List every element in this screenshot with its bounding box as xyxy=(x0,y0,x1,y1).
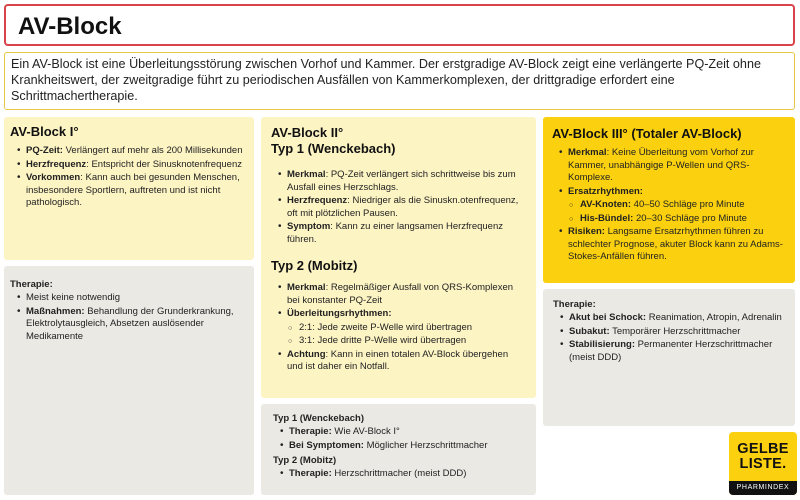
title-box xyxy=(4,4,795,46)
list-item: • Therapie: Wie AV-Block I° xyxy=(273,426,524,439)
list-item: • Achtung: Kann in einen totalen AV-Block übergehen und ist daher ein Notfall. xyxy=(271,349,526,374)
intro-text: Ein AV-Block ist eine Überleitungsstörung zwischen Vorhof und Kammer. Der erstgradige AV-Block zeigt eine verlängerte PQ-Zeit ohne Krankheitswert, der zweitgradige führt zu periodischen Ausfällen von Kammerkomplexen, der drittgradige erfordert eine Schrittmachertherapie. xyxy=(11,57,761,103)
type-1-heading: Typ 1 (Wenckebach) xyxy=(271,141,396,156)
av-block-1-heading: AV-Block I° xyxy=(10,124,79,139)
page-title: AV-Block xyxy=(18,13,122,40)
list-item: • Maßnahmen: Behandlung der Grunderkrankung, Elektrolytausgleich, Absetzen auslösender Medikamente xyxy=(10,306,248,344)
logo-line-2: LISTE. xyxy=(739,456,787,472)
logo-line-3: PHARMINDEX xyxy=(729,481,797,495)
list-item: • Merkmal: Keine Überleitung vom Vorhof zur Kammer, unabhängige P-Wellen und QRS-Komplexe. xyxy=(552,147,786,185)
av-block-1-card xyxy=(4,117,254,260)
list-item: • Therapie: Herzschrittmacher (meist DDD) xyxy=(273,468,524,481)
therapy-type-1-list xyxy=(273,426,524,452)
type-2-heading: Typ 2 (Mobitz) xyxy=(271,258,358,273)
av-block-3-heading: AV-Block III° (Totaler AV-Block) xyxy=(552,126,742,141)
av-block-3-list xyxy=(552,147,786,264)
list-item: • Akut bei Schock: Reanimation, Atropin, Adrenalin xyxy=(553,312,785,325)
list-item: • PQ-Zeit: Verlängert auf mehr als 200 Millisekunden xyxy=(10,145,248,158)
list-item: • Risiken: Langsame Ersatzrhythmen führen zu schlechter Prognose, akuter Block kann zu Adams-Stokes-Anfällen führen. xyxy=(552,226,786,264)
av-block-3-therapy-list xyxy=(553,312,785,364)
list-item: • Merkmal: Regelmäßiger Ausfall von QRS-Komplexen bei konstanter PQ-Zeit xyxy=(271,282,526,307)
list-item: • Symptom: Kann zu einer langsamen Herzfrequenz führen. xyxy=(271,221,526,246)
therapy-type-2-list xyxy=(273,468,524,481)
list-item: • Stabilisierung: Permanenter Herzschrittmacher (meist DDD) xyxy=(553,339,785,364)
av-block-1-therapy-card xyxy=(4,266,254,495)
list-item: • Vorkommen: Kann auch bei gesunden Menschen, insbesondere Sportlern, auftreten und ist nicht pathologisch. xyxy=(10,172,248,210)
list-item: • Merkmal: PQ-Zeit verlängert sich schrittweise bis zum Ausfall eines Herzschlags. xyxy=(271,169,526,194)
av-block-2-card xyxy=(261,117,536,398)
list-item: • Subakut: Temporärer Herzschrittmacher xyxy=(553,326,785,339)
therapy-heading: Therapie: xyxy=(553,299,596,310)
av-block-3-card xyxy=(543,117,795,283)
list-item: • Bei Symptomen: Möglicher Herzschrittmacher xyxy=(273,440,524,453)
list-item: ○ 2:1: Jede zweite P-Welle wird übertragen xyxy=(271,322,526,335)
av-block-1-therapy-list xyxy=(10,292,248,343)
list-item: • Meist keine notwendig xyxy=(10,292,248,305)
list-item: ○ His-Bündel: 20–30 Schläge pro Minute xyxy=(552,213,786,226)
list-item: • Herzfrequenz: Niedriger als die Sinuskn.otenfrequenz, oft mit plötzlichen Pausen. xyxy=(271,195,526,220)
list-item: • Herzfrequenz: Entspricht der Sinusknotenfrequenz xyxy=(10,159,248,172)
list-item: • Überleitungsrhythmen: xyxy=(271,308,526,321)
list-item: ○ 3:1: Jede dritte P-Welle wird übertragen xyxy=(271,335,526,348)
intro-box xyxy=(4,52,795,110)
type-1-list xyxy=(271,169,526,246)
list-item: • Ersatzrhythmen: xyxy=(552,186,786,199)
av-block-3-therapy-card xyxy=(543,289,795,426)
therapy-type-2-heading: Typ 2 (Mobitz) xyxy=(273,455,337,466)
av-block-2-therapy-card xyxy=(261,404,536,495)
therapy-type-1-heading: Typ 1 (Wenckebach) xyxy=(273,413,364,424)
list-item: ○ AV-Knoten: 40–50 Schläge pro Minute xyxy=(552,199,786,212)
av-block-1-list xyxy=(10,145,248,210)
type-2-list xyxy=(271,282,526,374)
av-block-2-heading: AV-Block II° xyxy=(271,125,344,140)
gelbe-liste-logo xyxy=(729,432,797,495)
therapy-heading: Therapie: xyxy=(10,279,53,290)
logo-line-1: GELBE xyxy=(737,441,789,457)
